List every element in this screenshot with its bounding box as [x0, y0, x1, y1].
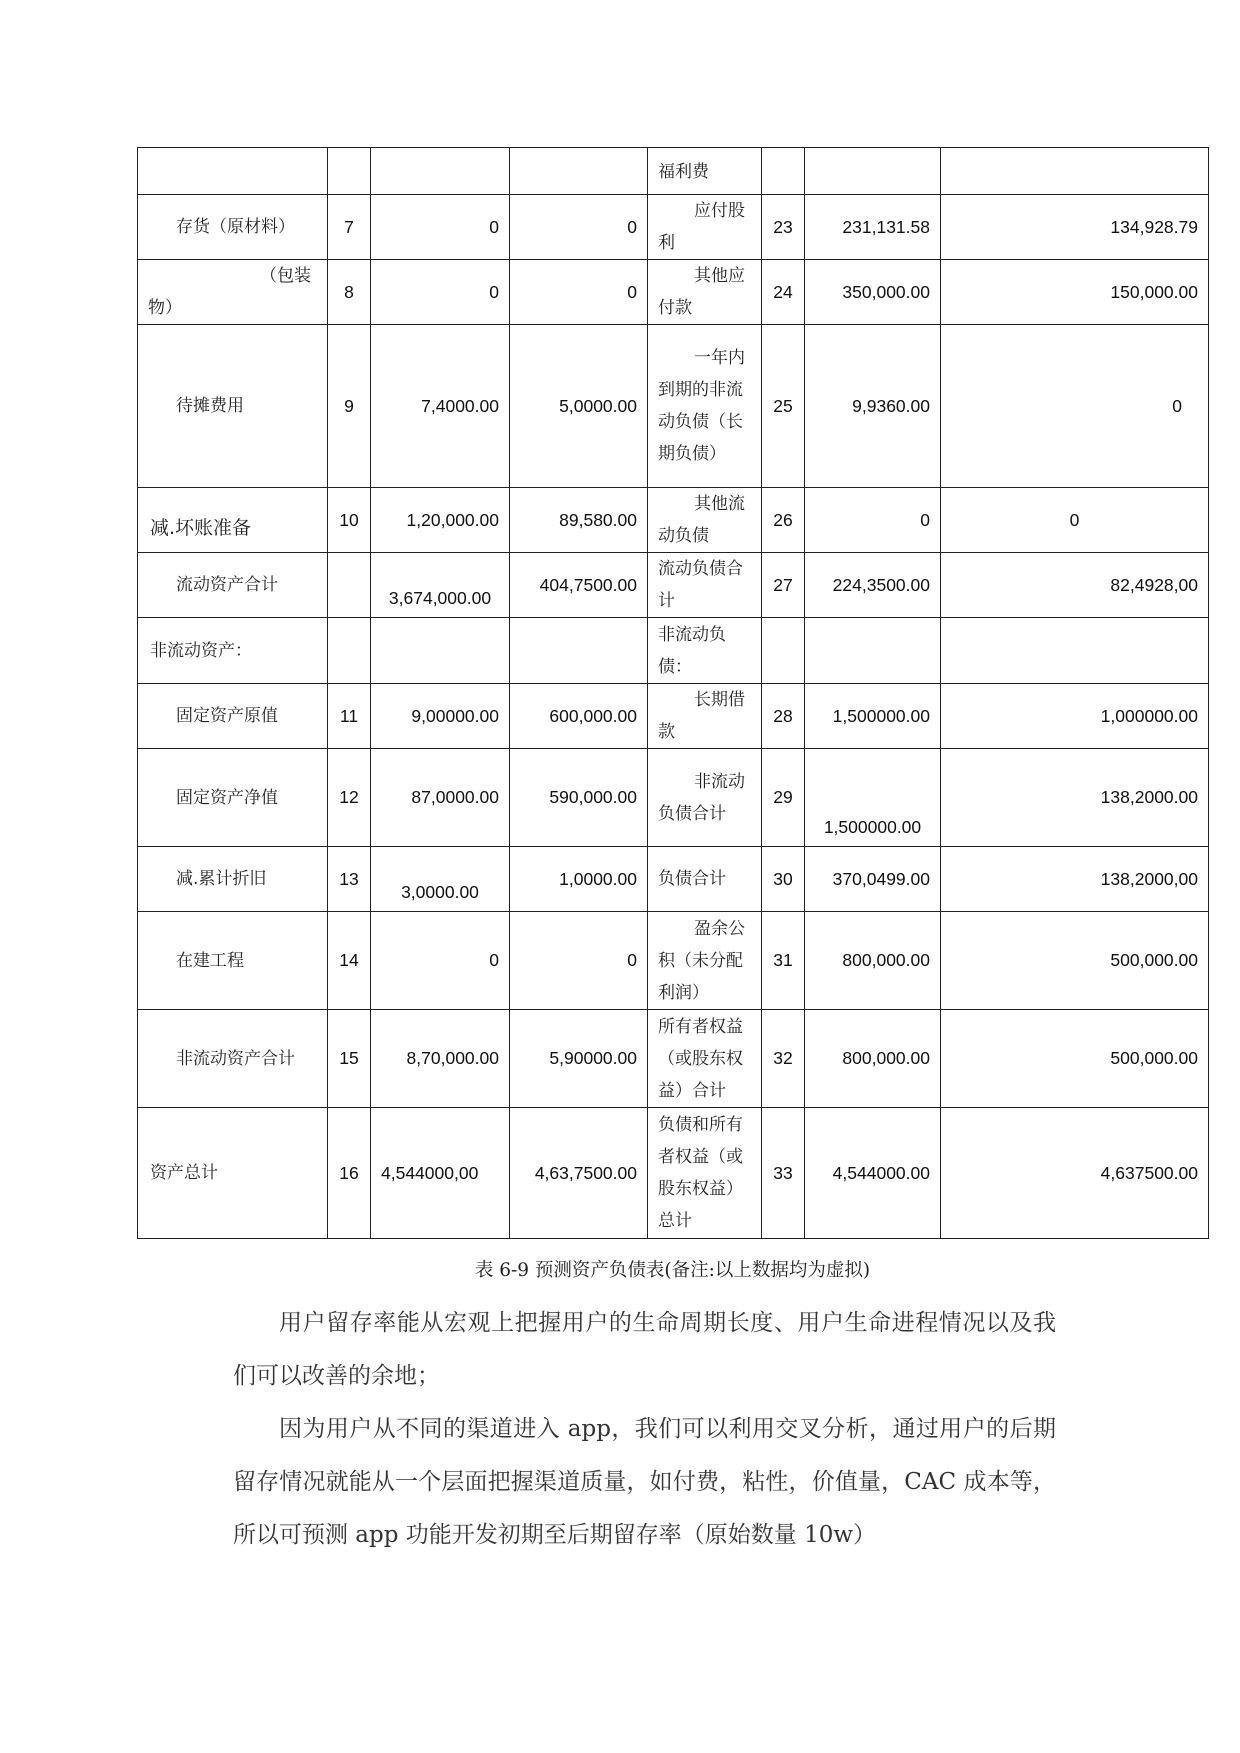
left-end: 9,00000.00: [371, 684, 510, 749]
table-row: [138, 912, 1209, 1010]
right-begin: 150,000.00: [941, 260, 1209, 325]
left-label: 非流动资产合计: [138, 1010, 328, 1108]
left-end: [371, 148, 510, 195]
right-label: [648, 684, 762, 749]
paragraph: 用户留存率能从宏观上把握用户的生命周期长度、用户生命进程情况以及我们可以改善的余地；: [233, 1310, 1056, 1389]
right-label: [648, 749, 762, 847]
table-row: [138, 618, 1209, 684]
left-no: 8: [328, 260, 371, 325]
right-end: 800,000.00: [805, 1010, 941, 1108]
right-label-text: 其他流动负债: [658, 494, 745, 546]
right-begin: 138,2000.00: [941, 749, 1209, 847]
right-no: 31: [762, 912, 805, 1010]
right-label: [648, 912, 762, 1010]
left-no: 12: [328, 749, 371, 847]
right-no: [762, 148, 805, 195]
right-label: 负债合计: [648, 847, 762, 912]
left-end: 4,544000,00: [371, 1108, 510, 1239]
balance-sheet-table: [137, 147, 1209, 1239]
left-label: 非流动资产：: [138, 618, 328, 684]
left-label: 在建工程: [138, 912, 328, 1010]
right-begin: 4,637500.00: [941, 1108, 1209, 1239]
left-no: 9: [328, 325, 371, 488]
right-end: 1,500000.00: [805, 684, 941, 749]
table-row: [138, 684, 1209, 749]
right-label-text: 非流动负债合计: [658, 771, 745, 824]
left-begin: 1,0000.00: [510, 847, 648, 912]
right-label-text: 其他应付款: [658, 266, 745, 318]
right-end: 800,000.00: [805, 912, 941, 1010]
left-end: 0: [371, 260, 510, 325]
left-label: 流动资产合计: [138, 553, 328, 618]
right-begin: 1,000000.00: [941, 684, 1209, 749]
left-begin: 0: [510, 195, 648, 260]
left-no: 10: [328, 488, 371, 553]
left-label: 固定资产净值: [138, 749, 328, 847]
right-no: 27: [762, 553, 805, 618]
right-begin: 134,928.79: [941, 195, 1209, 260]
right-label: 福利费: [648, 148, 762, 195]
right-begin: 500,000.00: [941, 1010, 1209, 1108]
left-end: 1,20,000.00: [371, 488, 510, 553]
left-no: 7: [328, 195, 371, 260]
right-label: 负债和所有者权益（或股东权益）总计: [648, 1108, 762, 1239]
left-label-text: （包装物）: [148, 266, 311, 318]
right-begin: [941, 148, 1209, 195]
right-label: [648, 195, 762, 260]
left-no: [328, 618, 371, 684]
left-label: 存货（原材料）: [138, 195, 328, 260]
left-begin: [510, 618, 648, 684]
left-label: [138, 260, 328, 325]
right-begin: 500,000.00: [941, 912, 1209, 1010]
right-no: [762, 618, 805, 684]
left-label: 待摊费用: [138, 325, 328, 488]
right-end: 370,0499.00: [805, 847, 941, 912]
right-no: 23: [762, 195, 805, 260]
left-end: 3,0000.00: [371, 847, 510, 912]
left-begin: 0: [510, 912, 648, 1010]
right-end: 0: [805, 488, 941, 553]
right-label-text: 应付股利: [658, 201, 745, 253]
right-begin: 0: [941, 488, 1209, 553]
right-label-text: 盈余公积（未分配利润）: [658, 918, 745, 1003]
right-label-text: 长期借款: [658, 690, 745, 742]
left-label: 资产总计: [138, 1108, 328, 1239]
left-no: [328, 148, 371, 195]
left-label: 减.累计折旧: [138, 847, 328, 912]
right-end: 4,544000.00: [805, 1108, 941, 1239]
left-no: 15: [328, 1010, 371, 1108]
paragraph: 因为用户从不同的渠道进入 app，我们可以利用交叉分析，通过用户的后期留存情况就能从一个层面把握渠道质量，如付费，粘性，价值量，CAC 成本等，所以可预测 app 功能开发初期至后期留存率（原始数量 10w）: [233, 1416, 1056, 1548]
right-label: [648, 325, 762, 488]
right-no: 26: [762, 488, 805, 553]
body-text: [233, 1297, 1056, 1562]
right-begin: [941, 618, 1209, 684]
left-begin: 404,7500.00: [510, 553, 648, 618]
left-end: [371, 618, 510, 684]
table-row: [138, 553, 1209, 618]
left-end: 8,70,000.00: [371, 1010, 510, 1108]
right-begin: 138,2000,00: [941, 847, 1209, 912]
table-row: [138, 847, 1209, 912]
left-begin: 5,0000.00: [510, 325, 648, 488]
right-end: 350,000.00: [805, 260, 941, 325]
right-end: [805, 148, 941, 195]
right-label: 非流动负债：: [648, 618, 762, 684]
table-row: [138, 195, 1209, 260]
right-label: [648, 488, 762, 553]
table-row: [138, 260, 1209, 325]
left-begin: 5,90000.00: [510, 1010, 648, 1108]
left-end: 0: [371, 195, 510, 260]
left-label: 固定资产原值: [138, 684, 328, 749]
left-end: 87,0000.00: [371, 749, 510, 847]
left-begin: 590,000.00: [510, 749, 648, 847]
table-caption: 表 6-9 预测资产负债表(备注:以上数据均为虚拟): [474, 1260, 871, 1281]
left-begin: 600,000.00: [510, 684, 648, 749]
left-end: 0: [371, 912, 510, 1010]
right-no: 32: [762, 1010, 805, 1108]
table-row: [138, 1010, 1209, 1108]
right-label-text: 一年内到期的非流动负债（长期负债）: [658, 348, 745, 464]
right-end: 1,500000.00: [805, 749, 941, 847]
right-no: 24: [762, 260, 805, 325]
left-label: [138, 148, 328, 195]
right-begin: 82,4928,00: [941, 553, 1209, 618]
right-end: 224,3500.00: [805, 553, 941, 618]
left-label: 减.坏账准备: [138, 488, 328, 553]
right-begin: 0: [941, 325, 1209, 488]
left-no: [328, 553, 371, 618]
table-row: [138, 488, 1209, 553]
left-no: 11: [328, 684, 371, 749]
right-label: [648, 260, 762, 325]
left-end: 7,4000.00: [371, 325, 510, 488]
right-end: 9,9360.00: [805, 325, 941, 488]
left-no: 16: [328, 1108, 371, 1239]
right-end: 231,131.58: [805, 195, 941, 260]
table-row: [138, 325, 1209, 488]
right-no: 30: [762, 847, 805, 912]
right-no: 28: [762, 684, 805, 749]
right-end: [805, 618, 941, 684]
left-begin: 4,63,7500.00: [510, 1108, 648, 1239]
right-no: 29: [762, 749, 805, 847]
table-row: [138, 148, 1209, 195]
table-row: [138, 749, 1209, 847]
right-no: 25: [762, 325, 805, 488]
left-begin: [510, 148, 648, 195]
left-no: 14: [328, 912, 371, 1010]
left-end: 3,674,000.00: [371, 553, 510, 618]
right-label: 流动负债合计: [648, 553, 762, 618]
left-begin: 0: [510, 260, 648, 325]
right-label: 所有者权益（或股东权益）合计: [648, 1010, 762, 1108]
left-no: 13: [328, 847, 371, 912]
left-begin: 89,580.00: [510, 488, 648, 553]
table-row: [138, 1108, 1209, 1239]
right-no: 33: [762, 1108, 805, 1239]
